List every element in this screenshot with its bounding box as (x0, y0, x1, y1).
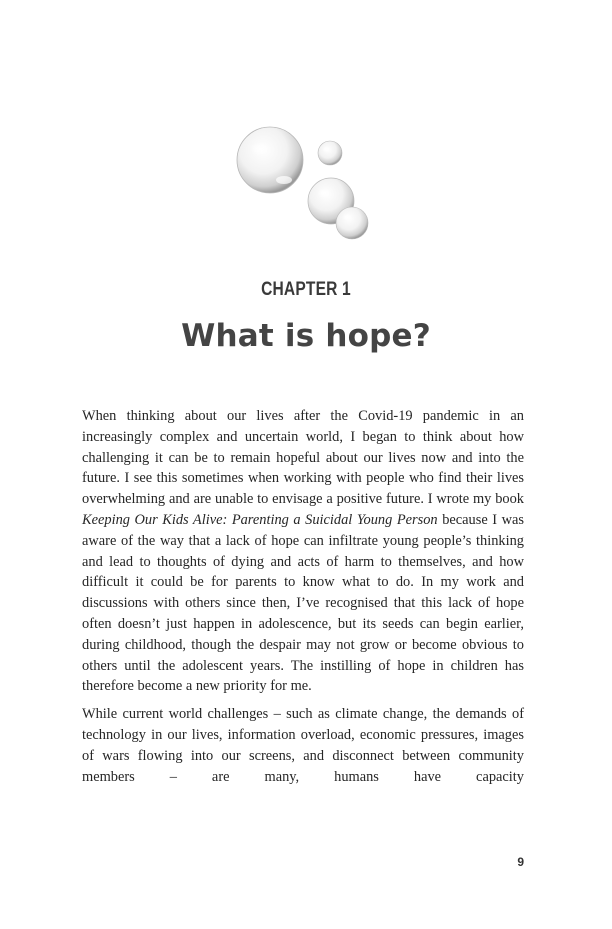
page-number: 9 (517, 855, 524, 869)
paragraph-1-part-1: When thinking about our lives after the Covid-19 pandemic in an increasingly complex and uncertain world, I began to think about how challenging it can be to remain hopeful about our lives now and into the future. I see this sometimes when working with people who find their lives overwhelming and are unable to envisage a positive future. I wrote my book (82, 408, 524, 508)
bubble-bottom (336, 207, 368, 239)
bubble-large (237, 127, 303, 193)
bubbles-illustration (232, 122, 377, 247)
paragraph-1-part-2: because I was aware of the way that a lack of hope can infiltrate young people’s thinking and lead to thoughts of dying and acts of harm to themselves, and how difficult it could be for parents to know what to do. In my work and discussions with others since then, I’ve recognised that this lack of hope often doesn’t just happen in adolescence, but its seeds can begin earlier, during childhood, though the despair may not grow or become obvious to others until the adolescent years. The instilling of hope in children has therefore become a new priority for me. (82, 511, 524, 695)
paragraph-1 (82, 406, 524, 697)
bubble-small (318, 141, 342, 165)
chapter-label: CHAPTER 1 (261, 279, 351, 300)
chapter-title: What is hope? (181, 318, 431, 354)
body-text (82, 406, 524, 794)
paragraph-2: While current world challenges – such as climate change, the demands of technology in our lives, information overload, economic pressures, images of wars flowing into our screens, and disconnect between community members – are many, humans have capacity (82, 706, 524, 785)
book-title: Keeping Our Kids Alive: Parenting a Suicidal Young Person (82, 511, 438, 528)
